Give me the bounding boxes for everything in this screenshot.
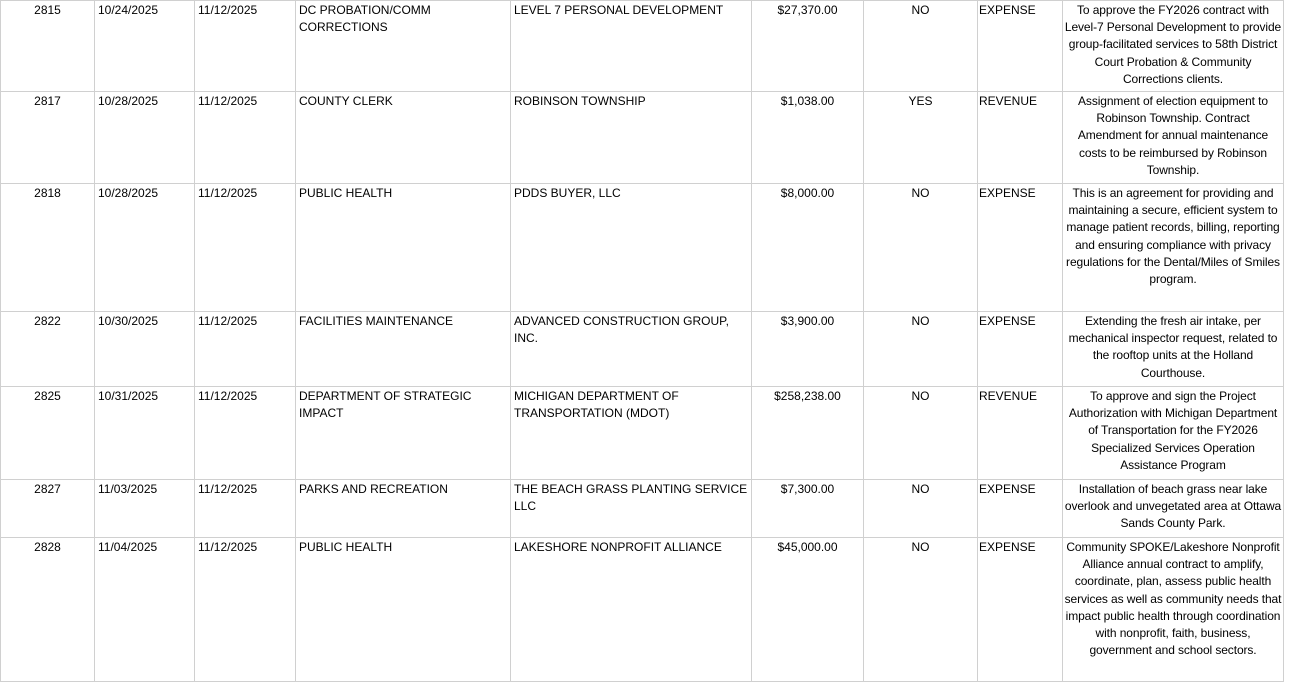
type-cell: EXPENSE	[978, 480, 1063, 538]
table-row	[1, 387, 1284, 480]
date-cell: 10/30/2025	[95, 312, 195, 387]
table-row	[1, 538, 1284, 682]
amount-cell: $1,038.00	[752, 92, 864, 184]
department-cell: DC PROBATION/COMM CORRECTIONS	[296, 1, 511, 92]
description-cell: To approve and sign the Project Authorization with Michigan Department of Transportation for the FY2026 Specialized Services Operation Assistance Program	[1063, 387, 1284, 480]
description-cell: Assignment of election equipment to Robinson Township. Contract Amendment for annual maintenance costs to be reimbursed by Robinson Township.	[1063, 92, 1284, 184]
department-cell: COUNTY CLERK	[296, 92, 511, 184]
table-row	[1, 312, 1284, 387]
flag-cell: NO	[864, 387, 978, 480]
flag-cell: NO	[864, 1, 978, 92]
contract-id-cell: 2822	[1, 312, 95, 387]
amount-cell: $7,300.00	[752, 480, 864, 538]
description-cell: Community SPOKE/Lakeshore Nonprofit Alliance annual contract to amplify, coordinate, plan, assess public health services as well as community needs that impact public health through coordination with nonprofit, faith, business, government and school sectors.	[1063, 538, 1284, 682]
date-cell: 10/31/2025	[95, 387, 195, 480]
amount-cell: $3,900.00	[752, 312, 864, 387]
type-cell: REVENUE	[978, 92, 1063, 184]
vendor-cell: PDDS BUYER, LLC	[511, 184, 752, 312]
description-cell: Extending the fresh air intake, per mechanical inspector request, related to the rooftop units at the Holland Courthouse.	[1063, 312, 1284, 387]
contract-id-cell: 2825	[1, 387, 95, 480]
date-cell: 11/12/2025	[195, 480, 296, 538]
date-cell: 11/12/2025	[195, 184, 296, 312]
department-cell: DEPARTMENT OF STRATEGIC IMPACT	[296, 387, 511, 480]
contract-id-cell: 2817	[1, 92, 95, 184]
type-cell: EXPENSE	[978, 312, 1063, 387]
date-cell: 11/04/2025	[95, 538, 195, 682]
type-cell: EXPENSE	[978, 538, 1063, 682]
flag-cell: NO	[864, 184, 978, 312]
vendor-cell: MICHIGAN DEPARTMENT OF TRANSPORTATION (MDOT)	[511, 387, 752, 480]
date-cell: 10/24/2025	[95, 1, 195, 92]
department-cell: PUBLIC HEALTH	[296, 184, 511, 312]
vendor-cell: ADVANCED CONSTRUCTION GROUP, INC.	[511, 312, 752, 387]
amount-cell: $258,238.00	[752, 387, 864, 480]
vendor-cell: THE BEACH GRASS PLANTING SERVICE LLC	[511, 480, 752, 538]
date-cell: 11/12/2025	[195, 538, 296, 682]
contract-id-cell: 2827	[1, 480, 95, 538]
date-cell: 10/28/2025	[95, 184, 195, 312]
department-cell: PARKS AND RECREATION	[296, 480, 511, 538]
date-cell: 11/12/2025	[195, 387, 296, 480]
description-cell: To approve the FY2026 contract with Level-7 Personal Development to provide group-facilitated services to 58th District Court Probation & Community Corrections clients.	[1063, 1, 1284, 92]
vendor-cell: LAKESHORE NONPROFIT ALLIANCE	[511, 538, 752, 682]
table-row	[1, 480, 1284, 538]
flag-cell: NO	[864, 480, 978, 538]
department-cell: PUBLIC HEALTH	[296, 538, 511, 682]
date-cell: 11/03/2025	[95, 480, 195, 538]
type-cell: EXPENSE	[978, 184, 1063, 312]
table-row	[1, 184, 1284, 312]
date-cell: 10/28/2025	[95, 92, 195, 184]
department-cell: FACILITIES MAINTENANCE	[296, 312, 511, 387]
type-cell: REVENUE	[978, 387, 1063, 480]
vendor-cell: LEVEL 7 PERSONAL DEVELOPMENT	[511, 1, 752, 92]
contract-id-cell: 2815	[1, 1, 95, 92]
flag-cell: NO	[864, 538, 978, 682]
table-row	[1, 1, 1284, 92]
amount-cell: $8,000.00	[752, 184, 864, 312]
amount-cell: $45,000.00	[752, 538, 864, 682]
contract-id-cell: 2818	[1, 184, 95, 312]
amount-cell: $27,370.00	[752, 1, 864, 92]
flag-cell: YES	[864, 92, 978, 184]
flag-cell: NO	[864, 312, 978, 387]
date-cell: 11/12/2025	[195, 92, 296, 184]
contract-id-cell: 2828	[1, 538, 95, 682]
description-cell: Installation of beach grass near lake overlook and unvegetated area at Ottawa Sands County Park.	[1063, 480, 1284, 538]
type-cell: EXPENSE	[978, 1, 1063, 92]
date-cell: 11/12/2025	[195, 1, 296, 92]
vendor-cell: ROBINSON TOWNSHIP	[511, 92, 752, 184]
date-cell: 11/12/2025	[195, 312, 296, 387]
table-row	[1, 92, 1284, 184]
description-cell: This is an agreement for providing and maintaining a secure, efficient system to manage patient records, billing, reporting and ensuring compliance with privacy regulations for the Dental/Miles of Smiles program.	[1063, 184, 1284, 312]
